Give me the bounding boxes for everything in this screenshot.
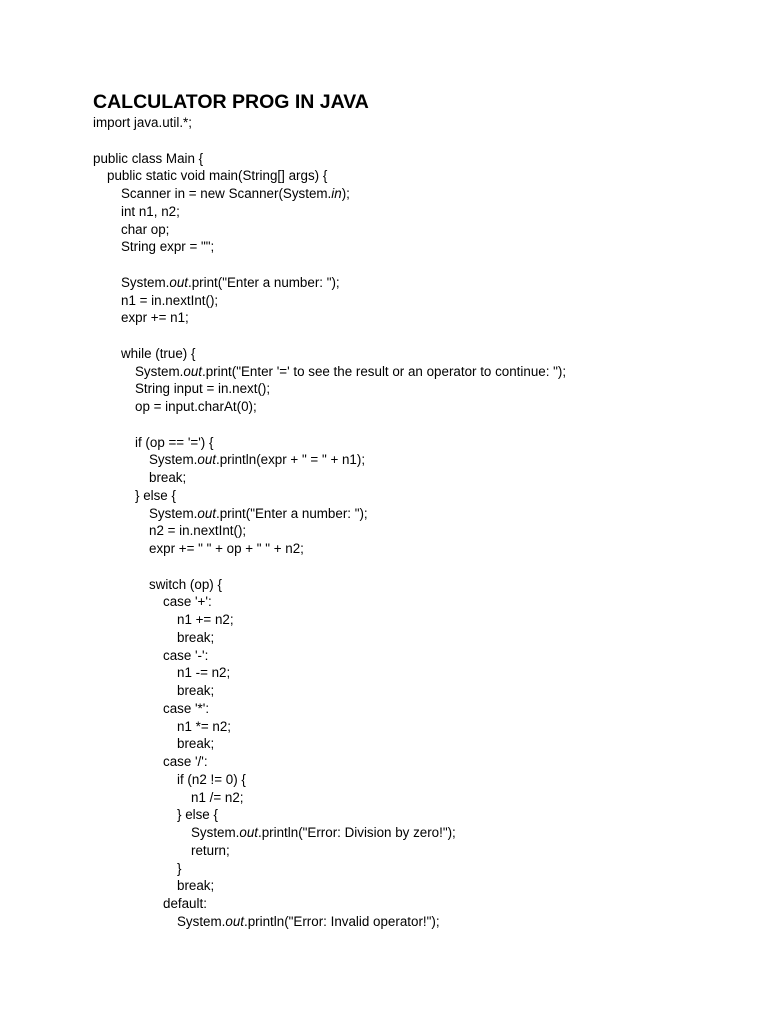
code-line bbox=[93, 842, 753, 860]
code-text: n2 = in.nextInt(); bbox=[149, 523, 247, 539]
code-text: Scanner in = new Scanner(System. bbox=[121, 186, 332, 201]
code-italic-token: out bbox=[225, 913, 244, 929]
code-text: .println("Error: Invalid operator!"); bbox=[244, 913, 440, 929]
code-text: String input = in.next(); bbox=[135, 381, 271, 397]
code-text: System. bbox=[191, 825, 240, 840]
code-text: System. bbox=[177, 913, 226, 929]
code-line bbox=[93, 167, 753, 185]
code-text: } bbox=[177, 860, 182, 876]
code-line bbox=[93, 611, 753, 629]
code-line bbox=[93, 576, 753, 594]
code-line bbox=[93, 895, 753, 913]
code-line bbox=[93, 292, 753, 310]
code-line bbox=[93, 629, 753, 647]
code-line bbox=[93, 434, 753, 452]
code-line bbox=[93, 487, 753, 505]
code-line bbox=[93, 789, 753, 807]
code-text: } else { bbox=[177, 807, 218, 823]
document-title: CALCULATOR PROG IN JAVA bbox=[93, 91, 369, 113]
code-text: switch (op) { bbox=[149, 576, 222, 592]
code-text: case '-': bbox=[163, 647, 209, 663]
code-line bbox=[93, 540, 753, 558]
code-text: char op; bbox=[121, 221, 170, 237]
code-text: case '+': bbox=[163, 594, 212, 610]
code-text: break; bbox=[177, 683, 215, 698]
code-line bbox=[93, 824, 753, 842]
code-text: if (op == '=') { bbox=[135, 434, 214, 450]
code-italic-token: out bbox=[169, 274, 188, 290]
code-text: System. bbox=[149, 505, 198, 521]
code-text: .println(expr + " = " + n1); bbox=[216, 452, 366, 468]
code-line bbox=[93, 345, 753, 363]
code-line bbox=[93, 380, 753, 398]
code-line bbox=[93, 274, 753, 292]
code-text: return; bbox=[191, 842, 230, 858]
code-italic-token: out bbox=[197, 452, 216, 468]
code-text: .print("Enter '=' to see the result or an operator to continue: "); bbox=[202, 363, 567, 379]
code-italic-token: out bbox=[183, 363, 202, 379]
code-line bbox=[93, 682, 753, 700]
code-text: break; bbox=[177, 878, 215, 894]
code-text: int n1, n2; bbox=[121, 203, 180, 219]
code-text: public static void main(String[] args) { bbox=[107, 168, 328, 184]
code-line bbox=[93, 363, 753, 381]
code-line bbox=[93, 185, 753, 203]
code-line bbox=[93, 132, 753, 150]
code-line bbox=[93, 150, 753, 168]
code-line bbox=[93, 256, 753, 274]
code-line bbox=[93, 735, 753, 753]
code-line bbox=[93, 771, 753, 789]
code-text: n1 -= n2; bbox=[177, 665, 231, 681]
code-line bbox=[93, 718, 753, 736]
code-text: break; bbox=[177, 736, 215, 752]
code-line bbox=[93, 327, 753, 345]
code-line bbox=[93, 221, 753, 239]
code-text: case '*': bbox=[163, 700, 210, 716]
code-line bbox=[93, 416, 753, 434]
code-line bbox=[93, 238, 753, 256]
code-text: break; bbox=[149, 470, 187, 485]
code-text: op = input.charAt(0); bbox=[135, 399, 257, 414]
code-text: n1 = in.nextInt(); bbox=[121, 292, 219, 308]
code-line bbox=[93, 806, 753, 824]
code-line bbox=[93, 522, 753, 540]
code-text: .print("Enter a number: "); bbox=[188, 274, 340, 290]
code-line bbox=[93, 593, 753, 611]
code-italic-token: out bbox=[239, 825, 258, 840]
code-text: System. bbox=[149, 452, 198, 468]
code-text: String expr = ""; bbox=[121, 239, 215, 255]
code-text: expr += n1; bbox=[121, 310, 189, 326]
code-text: expr += " " + op + " " + n2; bbox=[149, 541, 304, 556]
code-line bbox=[93, 913, 753, 931]
code-text: } else { bbox=[135, 487, 176, 503]
code-block bbox=[93, 114, 753, 931]
code-line bbox=[93, 860, 753, 878]
code-line bbox=[93, 753, 753, 771]
code-line bbox=[93, 877, 753, 895]
code-text: .print("Enter a number: "); bbox=[216, 505, 368, 521]
code-text: public class Main { bbox=[93, 150, 204, 166]
code-text: n1 *= n2; bbox=[177, 718, 231, 734]
code-line bbox=[93, 664, 753, 682]
code-text: while (true) { bbox=[121, 345, 196, 361]
code-text: break; bbox=[177, 629, 215, 645]
code-text: System. bbox=[135, 363, 184, 379]
code-text: ); bbox=[341, 186, 350, 201]
code-italic-token: in bbox=[331, 186, 342, 201]
code-text: case '/': bbox=[163, 754, 208, 769]
code-line bbox=[93, 505, 753, 523]
code-line bbox=[93, 647, 753, 665]
code-text: n1 += n2; bbox=[177, 612, 234, 627]
code-line bbox=[93, 469, 753, 487]
code-text: import java.util.*; bbox=[93, 115, 192, 130]
code-line bbox=[93, 451, 753, 469]
code-text: if (n2 != 0) { bbox=[177, 771, 246, 787]
code-line bbox=[93, 558, 753, 576]
code-line bbox=[93, 700, 753, 718]
code-text: default: bbox=[163, 896, 207, 911]
code-text: .println("Error: Division by zero!"); bbox=[258, 825, 456, 840]
code-text: System. bbox=[121, 274, 170, 290]
code-italic-token: out bbox=[197, 505, 216, 521]
code-text: n1 /= n2; bbox=[191, 789, 244, 805]
code-line bbox=[93, 203, 753, 221]
code-line bbox=[93, 114, 753, 132]
code-line bbox=[93, 309, 753, 327]
code-line bbox=[93, 398, 753, 416]
